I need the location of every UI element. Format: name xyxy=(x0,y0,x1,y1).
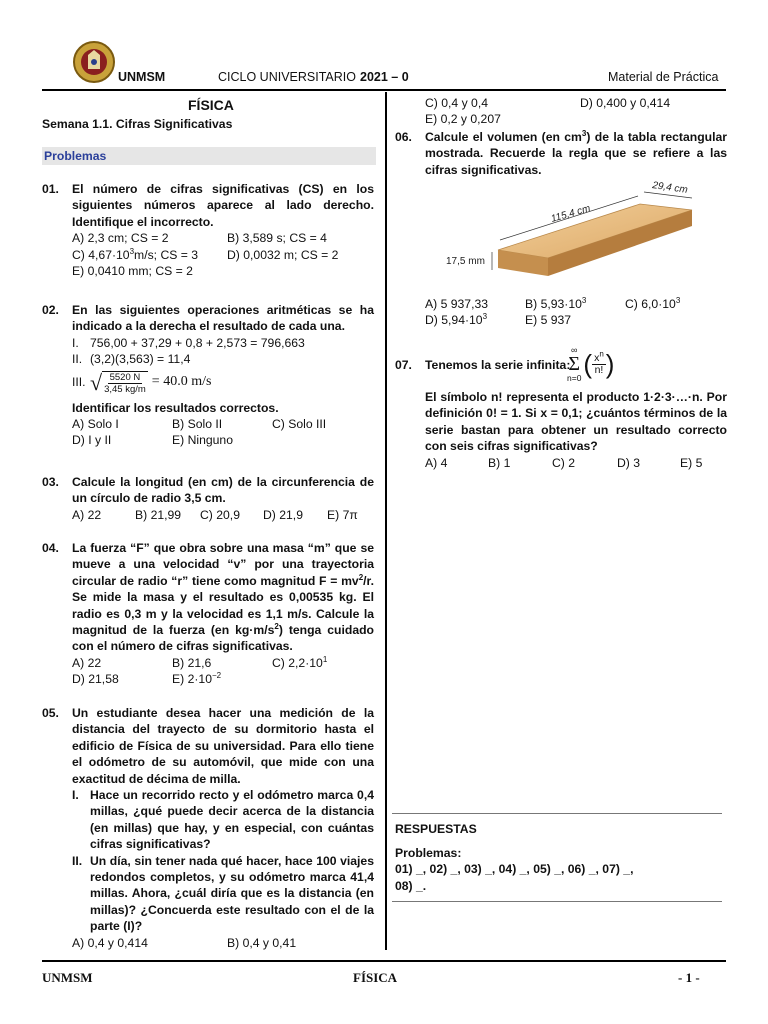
page-title: FÍSICA xyxy=(188,97,234,113)
question-number: 02. xyxy=(42,303,59,317)
question-text-2: El símbolo n! representa el producto 1·2·3·…·n. Por definición 0! = 1. Si x = 0,1; ¿cuántos términos de la serie bastan para obtener un resultado correcto con seis cifras significativas? xyxy=(425,390,727,454)
answers-line-2[interactable]: 08) _. xyxy=(395,878,427,893)
width-label: 29,4 cm xyxy=(651,180,689,196)
question-06-options xyxy=(395,296,727,329)
answers-block xyxy=(395,845,633,894)
answers-top-rule xyxy=(392,813,722,814)
option-d[interactable]: D) I y II xyxy=(72,433,112,448)
part-i: Hace un recorrido recto y el odómetro marca 0,4 millas, ¿qué puede decir acerca de la distancia (en millas) que hay, y en especial, con cuántas cifras significativas? xyxy=(90,788,374,852)
option-b[interactable]: B) 21,6 xyxy=(172,655,212,670)
option-a[interactable]: A) 4 xyxy=(425,455,448,470)
week-title: Semana 1.1. Cifras Significativas xyxy=(42,117,233,131)
question-number: 07. xyxy=(395,358,412,372)
question-ask: Identificar los resultados correctos. xyxy=(72,400,279,415)
option-c[interactable]: C) $4,67\cdot 10^3m/s$; CS = 3 xyxy=(72,246,199,262)
wooden-board-figure xyxy=(440,172,700,282)
question-01 xyxy=(42,181,374,279)
unmsm-logo-icon xyxy=(72,40,116,84)
option-b[interactable]: B) 0,4 y 0,41 xyxy=(227,935,297,950)
option-c[interactable]: C) $6,0\cdot 10^3$ xyxy=(625,295,681,311)
question-text: En las siguientes operaciones aritméticas se ha indicado a la derecha el resultado de cada una. xyxy=(72,303,374,334)
answers-bottom-rule xyxy=(392,901,722,902)
question-number: 04. xyxy=(42,541,59,555)
question-text: La fuerza “F” que obra sobre una masa “m” que se mueve a una velocidad “v” por una trayectoria circular de radio “r” tiene como magnitud $F = mv^2/r$. Se mide la masa y el resultado es 0,00535 kg. El radio es 0,3 m y la velocidad es 1,1 m/s. Calcule la magnitud de la fuerza (en $kg\cdot m/s^2$) tenga cuidado con el número de cifras significativas. xyxy=(72,541,374,654)
option-d[interactable]: D) 0,0032 m; CS = 2 xyxy=(227,247,339,262)
answers-line-1[interactable]: 01) _, 02) _, 03) _, 04) _, 05) _, 06) _, 07) _, xyxy=(395,862,634,877)
question-04 xyxy=(42,540,374,688)
option-e[interactable]: E) Ninguno xyxy=(172,433,233,448)
option-a[interactable]: A) 5 937,33 xyxy=(425,297,489,311)
thickness-label: 17,5 mm xyxy=(446,256,485,267)
footer-left: UNMSM xyxy=(42,970,93,985)
question-02: 02. En las siguientes operaciones aritméticas se ha indicado a la derecha el resultado de cada una. I. 756,00 + 37,29 + 0,8 + 2,573 = 796,663 II. (3,2)(3,563) = 11,4 III. √ $\frac{5520 N}{3,45 kg/m}$ = 40.0 m/s Identificar los resultados correctos. A) Solo I B) Solo II C) Solo III D) I y II E) Ninguno xyxy=(42,303,374,448)
option-c[interactable]: C) 0,4 y 0,4 xyxy=(425,96,488,110)
option-e[interactable]: E) 0,2 y 0,207 xyxy=(425,112,501,127)
question-number: 06. xyxy=(395,130,412,144)
question-text: El número de cifras significativas (CS) en los siguientes números aparece al lado derecho. Identifique el incorrecto. xyxy=(72,182,374,229)
question-number: 03. xyxy=(42,475,59,489)
footer-rule xyxy=(42,960,726,962)
footer-center: FÍSICA xyxy=(353,970,398,985)
question-number: 01. xyxy=(42,182,59,196)
column-divider xyxy=(385,92,387,950)
option-c[interactable]: C) 20,9 xyxy=(200,507,240,522)
question-05: 05. Un estudiante desea hacer una medición de la distancia del trayecto de su dormitorio hasta el edificio de Física de su universidad. Para ello tiene el odómetro de su automóvil, que mide con una exactitud de décima de milla. I. Hace un recorrido recto y el odómetro marca 0,4 millas, ¿qué puede decir acerca de la distancia (en millas) que hay, y en especial, con cuántas cifras significativas? II. Un día, sin tener nada qué hacer, hace 100 viajes redondos completos, y su odómetro marca 41,4 millas. Ahora, ¿cuál diría que es la distancia (en millas)? ¿Concuerda este resultado con el de la parte (I)? A) 0,4 y 0,414 B) 0,4 y 0,41 xyxy=(42,706,374,950)
statement-i: 756,00 + 37,29 + 0,8 + 2,573 = 796,663 xyxy=(90,335,305,350)
question-07 xyxy=(395,345,727,471)
option-e[interactable]: E) 5 xyxy=(680,455,703,470)
option-b[interactable]: B) 1 xyxy=(488,455,511,470)
header-year: 2021 – 0 xyxy=(360,70,409,84)
option-e[interactable]: E) $2\cdot 10^{-2}$ xyxy=(172,671,222,687)
question-05-continued xyxy=(395,95,727,128)
question-text: Un estudiante desea hacer una medición de la distancia del trayecto de su dormitorio hasta el edificio de Física de su universidad. Para ello tiene el odómetro de su automóvil, que mide con una exactitud de décima de milla. xyxy=(72,706,374,786)
option-c[interactable]: C) $2,2\cdot 10^1$ xyxy=(272,654,328,670)
header-rule xyxy=(42,89,726,91)
option-b[interactable]: B) 21,99 xyxy=(135,507,182,522)
option-c[interactable]: C) Solo III xyxy=(272,417,327,432)
answers-label: Problemas: xyxy=(395,846,462,860)
option-c[interactable]: C) 2 xyxy=(552,455,576,470)
question-06 xyxy=(395,129,727,178)
question-text: Tenemos la serie infinita: xyxy=(425,358,571,372)
option-e[interactable]: E) 7π xyxy=(327,507,358,522)
question-text: Calcule el volumen (en $cm^3$) de la tabla rectangular mostrada. Recuerde la regla que se refiere a las cifras significativas. xyxy=(425,128,727,177)
question-number: 05. xyxy=(42,706,59,720)
option-b[interactable]: B) 3,589 s; CS = 4 xyxy=(227,231,327,246)
option-a[interactable]: A) 22 xyxy=(72,507,102,522)
option-b[interactable]: B) Solo II xyxy=(172,417,223,432)
header-material: Material de Práctica xyxy=(608,70,719,84)
option-a[interactable]: A) Solo I xyxy=(72,417,119,432)
option-d[interactable]: D) 21,58 xyxy=(72,672,119,687)
option-a[interactable]: A) 2,3 cm; CS = 2 xyxy=(72,231,169,246)
option-a[interactable]: A) 0,4 y 0,414 xyxy=(72,935,148,950)
option-e[interactable]: E) 5 937 xyxy=(525,313,572,328)
option-a[interactable]: A) 22 xyxy=(72,655,102,670)
part-ii: Un día, sin tener nada qué hacer, hace 100 viajes redondos completos, y su odómetro marca 41,4 millas. Ahora, ¿cuál diría que es la distancia (en millas)? ¿Concuerda este resultado con el de la parte (I)? xyxy=(90,853,374,934)
option-d[interactable]: D) $5,94\cdot 10^3$ xyxy=(425,312,488,328)
option-b[interactable]: B) $5,93\cdot 10^3$ xyxy=(525,295,587,311)
option-d[interactable]: D) 0,400 y 0,414 xyxy=(580,96,671,110)
header-cycle: CICLO UNIVERSITARIO xyxy=(218,70,356,84)
answers-title: RESPUESTAS xyxy=(395,822,477,836)
statement-iii: √ $\frac{5520 N}{3,45 kg/m}$ = 40.0 m/s xyxy=(90,369,212,395)
option-d[interactable]: D) 3 xyxy=(617,455,641,470)
option-e[interactable]: E) 0,0410 mm; CS = 2 xyxy=(72,264,193,279)
question-text: Calcule la longitud (en cm) de la circunferencia de un círculo de radio 3,5 cm. xyxy=(72,475,374,506)
section-heading: Problemas xyxy=(42,147,376,165)
length-label: 115,4 cm xyxy=(549,203,592,225)
header-university: UNMSM xyxy=(118,70,166,84)
series-formula: ∞ Σ n=0 ( $\frac{x^n}{n!}$ ) xyxy=(567,345,615,383)
statement-ii: (3,2)(3,563) = 11,4 xyxy=(90,352,191,367)
question-03 xyxy=(42,474,374,523)
page-number: - 1 - xyxy=(678,970,700,985)
option-d[interactable]: D) 21,9 xyxy=(263,507,303,522)
